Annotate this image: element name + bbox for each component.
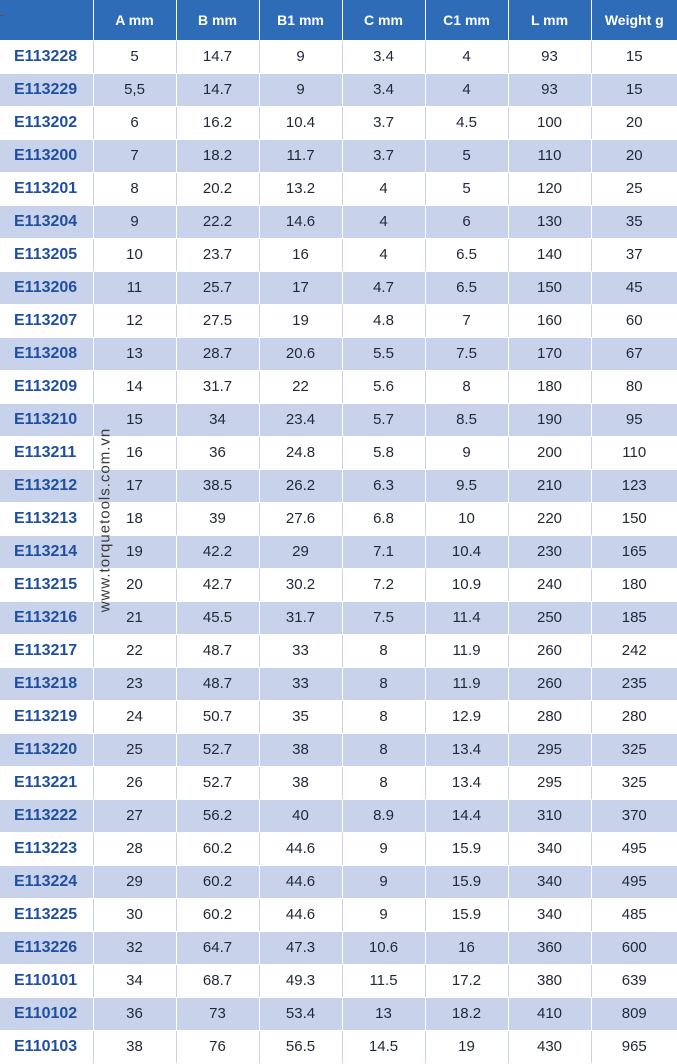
b1-mm-value: 17 xyxy=(259,271,342,304)
weight-g-value: 180 xyxy=(591,568,677,601)
c1-mm-value: 12.9 xyxy=(425,700,508,733)
table-row xyxy=(0,931,677,964)
product-code: E113207 xyxy=(0,304,93,337)
l-mm-value: 240 xyxy=(508,568,591,601)
l-mm-value: 260 xyxy=(508,634,591,667)
l-mm-value: 110 xyxy=(508,139,591,172)
c1-mm-value: 6.5 xyxy=(425,238,508,271)
table-row xyxy=(0,337,677,370)
c-mm-value: 3.7 xyxy=(342,106,425,139)
b1-mm-value: 19 xyxy=(259,304,342,337)
b-mm-value: 42.7 xyxy=(176,568,259,601)
l-mm-value: 380 xyxy=(508,964,591,997)
c-mm-value: 9 xyxy=(342,865,425,898)
b1-mm-value: 47.3 xyxy=(259,931,342,964)
c-mm-value: 4.8 xyxy=(342,304,425,337)
a-mm-value: 8 xyxy=(93,172,176,205)
b1-mm-value: 44.6 xyxy=(259,832,342,865)
weight-g-value: 809 xyxy=(591,997,677,1030)
product-code: E113223 xyxy=(0,832,93,865)
weight-g-value: 80 xyxy=(591,370,677,403)
b1-mm-value: 33 xyxy=(259,634,342,667)
product-code: E113222 xyxy=(0,799,93,832)
header-row xyxy=(0,0,677,40)
product-code: E113226 xyxy=(0,931,93,964)
c1-mm-value: 13.4 xyxy=(425,766,508,799)
weight-g-value: 235 xyxy=(591,667,677,700)
l-mm-value: 93 xyxy=(508,73,591,106)
b1-mm-value: 10.4 xyxy=(259,106,342,139)
product-code: E113205 xyxy=(0,238,93,271)
table-row xyxy=(0,106,677,139)
table-row xyxy=(0,535,677,568)
b-mm-value: 38.5 xyxy=(176,469,259,502)
product-code: E113202 xyxy=(0,106,93,139)
table-row xyxy=(0,634,677,667)
weight-g-value: 325 xyxy=(591,733,677,766)
c1-mm-value: 11.9 xyxy=(425,667,508,700)
product-code: E113214 xyxy=(0,535,93,568)
a-mm-value: 28 xyxy=(93,832,176,865)
l-mm-value: 160 xyxy=(508,304,591,337)
table-row xyxy=(0,766,677,799)
l-mm-value: 170 xyxy=(508,337,591,370)
b1-mm-value: 44.6 xyxy=(259,865,342,898)
table-row xyxy=(0,799,677,832)
product-code: E113213 xyxy=(0,502,93,535)
header-c-mm: C mm xyxy=(342,0,425,40)
c1-mm-value: 10.4 xyxy=(425,535,508,568)
c-mm-value: 14.5 xyxy=(342,1030,425,1063)
b-mm-value: 34 xyxy=(176,403,259,436)
l-mm-value: 230 xyxy=(508,535,591,568)
c1-mm-value: 6.5 xyxy=(425,271,508,304)
table-row xyxy=(0,568,677,601)
b-mm-value: 56.2 xyxy=(176,799,259,832)
a-mm-value: 22 xyxy=(93,634,176,667)
c1-mm-value: 15.9 xyxy=(425,865,508,898)
weight-g-value: 20 xyxy=(591,139,677,172)
a-mm-value: 6 xyxy=(93,106,176,139)
l-mm-value: 180 xyxy=(508,370,591,403)
c-mm-value: 5.5 xyxy=(342,337,425,370)
l-mm-value: 100 xyxy=(508,106,591,139)
table-row xyxy=(0,436,677,469)
c1-mm-value: 7 xyxy=(425,304,508,337)
c-mm-value: 11.5 xyxy=(342,964,425,997)
b-mm-value: 42.2 xyxy=(176,535,259,568)
header-l-mm: L mm xyxy=(508,0,591,40)
edge-mark xyxy=(0,15,4,16)
a-mm-value: 25 xyxy=(93,733,176,766)
a-mm-value: 9 xyxy=(93,205,176,238)
weight-g-value: 639 xyxy=(591,964,677,997)
product-code: E113215 xyxy=(0,568,93,601)
table-row xyxy=(0,502,677,535)
header-b-mm: B mm xyxy=(176,0,259,40)
l-mm-value: 130 xyxy=(508,205,591,238)
a-mm-value: 14 xyxy=(93,370,176,403)
b-mm-value: 39 xyxy=(176,502,259,535)
weight-g-value: 325 xyxy=(591,766,677,799)
b-mm-value: 48.7 xyxy=(176,667,259,700)
table-header xyxy=(0,0,677,40)
b-mm-value: 45.5 xyxy=(176,601,259,634)
weight-g-value: 123 xyxy=(591,469,677,502)
c-mm-value: 7.5 xyxy=(342,601,425,634)
b-mm-value: 68.7 xyxy=(176,964,259,997)
product-code: E113217 xyxy=(0,634,93,667)
b1-mm-value: 53.4 xyxy=(259,997,342,1030)
a-mm-value: 17 xyxy=(93,469,176,502)
c1-mm-value: 8 xyxy=(425,370,508,403)
a-mm-value: 23 xyxy=(93,667,176,700)
c-mm-value: 8 xyxy=(342,667,425,700)
l-mm-value: 360 xyxy=(508,931,591,964)
b1-mm-value: 31.7 xyxy=(259,601,342,634)
table-row xyxy=(0,172,677,205)
l-mm-value: 295 xyxy=(508,766,591,799)
c-mm-value: 8.9 xyxy=(342,799,425,832)
l-mm-value: 140 xyxy=(508,238,591,271)
a-mm-value: 34 xyxy=(93,964,176,997)
c-mm-value: 8 xyxy=(342,700,425,733)
product-code: E113224 xyxy=(0,865,93,898)
l-mm-value: 340 xyxy=(508,898,591,931)
product-code: E113206 xyxy=(0,271,93,304)
c-mm-value: 7.1 xyxy=(342,535,425,568)
a-mm-value: 11 xyxy=(93,271,176,304)
l-mm-value: 220 xyxy=(508,502,591,535)
table-row xyxy=(0,832,677,865)
l-mm-value: 150 xyxy=(508,271,591,304)
b-mm-value: 50.7 xyxy=(176,700,259,733)
product-code: E113200 xyxy=(0,139,93,172)
l-mm-value: 210 xyxy=(508,469,591,502)
product-code: E113219 xyxy=(0,700,93,733)
product-code: E113209 xyxy=(0,370,93,403)
c-mm-value: 8 xyxy=(342,634,425,667)
c-mm-value: 13 xyxy=(342,997,425,1030)
a-mm-value: 36 xyxy=(93,997,176,1030)
b1-mm-value: 9 xyxy=(259,40,342,73)
a-mm-value: 10 xyxy=(93,238,176,271)
table-row xyxy=(0,40,677,73)
table-row xyxy=(0,733,677,766)
b1-mm-value: 22 xyxy=(259,370,342,403)
weight-g-value: 67 xyxy=(591,337,677,370)
a-mm-value: 20 xyxy=(93,568,176,601)
c-mm-value: 7.2 xyxy=(342,568,425,601)
c-mm-value: 10.6 xyxy=(342,931,425,964)
b1-mm-value: 38 xyxy=(259,733,342,766)
c1-mm-value: 9 xyxy=(425,436,508,469)
table-row xyxy=(0,1030,677,1063)
b-mm-value: 60.2 xyxy=(176,865,259,898)
c-mm-value: 9 xyxy=(342,832,425,865)
c-mm-value: 6.3 xyxy=(342,469,425,502)
b-mm-value: 25.7 xyxy=(176,271,259,304)
a-mm-value: 32 xyxy=(93,931,176,964)
b-mm-value: 20.2 xyxy=(176,172,259,205)
table-row xyxy=(0,964,677,997)
weight-g-value: 95 xyxy=(591,403,677,436)
l-mm-value: 430 xyxy=(508,1030,591,1063)
l-mm-value: 260 xyxy=(508,667,591,700)
a-mm-value: 5,5 xyxy=(93,73,176,106)
b-mm-value: 14.7 xyxy=(176,40,259,73)
b-mm-value: 18.2 xyxy=(176,139,259,172)
c-mm-value: 5.8 xyxy=(342,436,425,469)
b-mm-value: 28.7 xyxy=(176,337,259,370)
product-code: E113228 xyxy=(0,40,93,73)
a-mm-value: 21 xyxy=(93,601,176,634)
c-mm-value: 3.7 xyxy=(342,139,425,172)
header-weight-g: Weight g xyxy=(591,0,677,40)
l-mm-value: 340 xyxy=(508,865,591,898)
c-mm-value: 5.7 xyxy=(342,403,425,436)
b1-mm-value: 38 xyxy=(259,766,342,799)
c1-mm-value: 15.9 xyxy=(425,898,508,931)
table-row xyxy=(0,898,677,931)
weight-g-value: 965 xyxy=(591,1030,677,1063)
product-code: E113220 xyxy=(0,733,93,766)
b-mm-value: 31.7 xyxy=(176,370,259,403)
b1-mm-value: 27.6 xyxy=(259,502,342,535)
weight-g-value: 280 xyxy=(591,700,677,733)
weight-g-value: 15 xyxy=(591,73,677,106)
b1-mm-value: 33 xyxy=(259,667,342,700)
c1-mm-value: 10.9 xyxy=(425,568,508,601)
a-mm-value: 19 xyxy=(93,535,176,568)
product-code: E113208 xyxy=(0,337,93,370)
weight-g-value: 242 xyxy=(591,634,677,667)
l-mm-value: 280 xyxy=(508,700,591,733)
c1-mm-value: 10 xyxy=(425,502,508,535)
b1-mm-value: 23.4 xyxy=(259,403,342,436)
table-row xyxy=(0,370,677,403)
table-row xyxy=(0,667,677,700)
header-b1-mm: B1 mm xyxy=(259,0,342,40)
table-row xyxy=(0,469,677,502)
product-code: E113211 xyxy=(0,436,93,469)
b-mm-value: 22.2 xyxy=(176,205,259,238)
product-code: E113212 xyxy=(0,469,93,502)
l-mm-value: 200 xyxy=(508,436,591,469)
product-code: E113201 xyxy=(0,172,93,205)
c-mm-value: 4.7 xyxy=(342,271,425,304)
c-mm-value: 8 xyxy=(342,766,425,799)
c1-mm-value: 5 xyxy=(425,139,508,172)
watermark-text: www.torquetools.com.vn xyxy=(96,427,114,613)
table-row xyxy=(0,865,677,898)
b-mm-value: 23.7 xyxy=(176,238,259,271)
l-mm-value: 120 xyxy=(508,172,591,205)
a-mm-value: 5 xyxy=(93,40,176,73)
c-mm-value: 9 xyxy=(342,898,425,931)
c1-mm-value: 4 xyxy=(425,40,508,73)
c1-mm-value: 7.5 xyxy=(425,337,508,370)
b1-mm-value: 35 xyxy=(259,700,342,733)
table-row xyxy=(0,139,677,172)
product-code: E113229 xyxy=(0,73,93,106)
c-mm-value: 4 xyxy=(342,238,425,271)
c1-mm-value: 13.4 xyxy=(425,733,508,766)
weight-g-value: 25 xyxy=(591,172,677,205)
product-code: E113210 xyxy=(0,403,93,436)
table-row xyxy=(0,271,677,304)
b-mm-value: 64.7 xyxy=(176,931,259,964)
b1-mm-value: 14.6 xyxy=(259,205,342,238)
b1-mm-value: 56.5 xyxy=(259,1030,342,1063)
b-mm-value: 48.7 xyxy=(176,634,259,667)
b1-mm-value: 13.2 xyxy=(259,172,342,205)
c1-mm-value: 8.5 xyxy=(425,403,508,436)
l-mm-value: 410 xyxy=(508,997,591,1030)
product-code: E110102 xyxy=(0,997,93,1030)
b-mm-value: 60.2 xyxy=(176,898,259,931)
weight-g-value: 185 xyxy=(591,601,677,634)
l-mm-value: 340 xyxy=(508,832,591,865)
a-mm-value: 18 xyxy=(93,502,176,535)
weight-g-value: 600 xyxy=(591,931,677,964)
b1-mm-value: 11.7 xyxy=(259,139,342,172)
b1-mm-value: 20.6 xyxy=(259,337,342,370)
weight-g-value: 495 xyxy=(591,865,677,898)
c1-mm-value: 11.9 xyxy=(425,634,508,667)
b1-mm-value: 24.8 xyxy=(259,436,342,469)
b-mm-value: 52.7 xyxy=(176,733,259,766)
corner-cell xyxy=(0,0,93,40)
b-mm-value: 16.2 xyxy=(176,106,259,139)
c-mm-value: 8 xyxy=(342,733,425,766)
a-mm-value: 7 xyxy=(93,139,176,172)
l-mm-value: 310 xyxy=(508,799,591,832)
b-mm-value: 14.7 xyxy=(176,73,259,106)
weight-g-value: 35 xyxy=(591,205,677,238)
a-mm-value: 12 xyxy=(93,304,176,337)
b-mm-value: 27.5 xyxy=(176,304,259,337)
header-c1-mm: C1 mm xyxy=(425,0,508,40)
table-row xyxy=(0,304,677,337)
weight-g-value: 60 xyxy=(591,304,677,337)
table-row xyxy=(0,238,677,271)
b1-mm-value: 40 xyxy=(259,799,342,832)
table-row xyxy=(0,997,677,1030)
l-mm-value: 93 xyxy=(508,40,591,73)
c1-mm-value: 16 xyxy=(425,931,508,964)
weight-g-value: 370 xyxy=(591,799,677,832)
l-mm-value: 250 xyxy=(508,601,591,634)
header-a-mm: A mm xyxy=(93,0,176,40)
c1-mm-value: 4.5 xyxy=(425,106,508,139)
a-mm-value: 38 xyxy=(93,1030,176,1063)
product-code: E110103 xyxy=(0,1030,93,1063)
weight-g-value: 45 xyxy=(591,271,677,304)
product-code: E113225 xyxy=(0,898,93,931)
b1-mm-value: 26.2 xyxy=(259,469,342,502)
b-mm-value: 73 xyxy=(176,997,259,1030)
b1-mm-value: 9 xyxy=(259,73,342,106)
c1-mm-value: 19 xyxy=(425,1030,508,1063)
c-mm-value: 4 xyxy=(342,172,425,205)
table-row xyxy=(0,73,677,106)
b1-mm-value: 16 xyxy=(259,238,342,271)
weight-g-value: 37 xyxy=(591,238,677,271)
c-mm-value: 3.4 xyxy=(342,40,425,73)
a-mm-value: 30 xyxy=(93,898,176,931)
c1-mm-value: 11.4 xyxy=(425,601,508,634)
weight-g-value: 485 xyxy=(591,898,677,931)
product-code: E113204 xyxy=(0,205,93,238)
table-row xyxy=(0,403,677,436)
weight-g-value: 150 xyxy=(591,502,677,535)
a-mm-value: 16 xyxy=(93,436,176,469)
c-mm-value: 6.8 xyxy=(342,502,425,535)
a-mm-value: 24 xyxy=(93,700,176,733)
b1-mm-value: 49.3 xyxy=(259,964,342,997)
l-mm-value: 190 xyxy=(508,403,591,436)
weight-g-value: 495 xyxy=(591,832,677,865)
b-mm-value: 60.2 xyxy=(176,832,259,865)
c1-mm-value: 15.9 xyxy=(425,832,508,865)
c1-mm-value: 14.4 xyxy=(425,799,508,832)
a-mm-value: 15 xyxy=(93,403,176,436)
table-body xyxy=(0,40,677,1063)
c1-mm-value: 9.5 xyxy=(425,469,508,502)
a-mm-value: 13 xyxy=(93,337,176,370)
a-mm-value: 29 xyxy=(93,865,176,898)
b-mm-value: 52.7 xyxy=(176,766,259,799)
product-code: E113216 xyxy=(0,601,93,634)
product-code: E113221 xyxy=(0,766,93,799)
a-mm-value: 26 xyxy=(93,766,176,799)
c1-mm-value: 17.2 xyxy=(425,964,508,997)
weight-g-value: 165 xyxy=(591,535,677,568)
a-mm-value: 27 xyxy=(93,799,176,832)
table-row xyxy=(0,205,677,238)
weight-g-value: 110 xyxy=(591,436,677,469)
c-mm-value: 4 xyxy=(342,205,425,238)
product-code: E110101 xyxy=(0,964,93,997)
weight-g-value: 15 xyxy=(591,40,677,73)
c-mm-value: 5.6 xyxy=(342,370,425,403)
c1-mm-value: 6 xyxy=(425,205,508,238)
b1-mm-value: 29 xyxy=(259,535,342,568)
c1-mm-value: 18.2 xyxy=(425,997,508,1030)
table-row xyxy=(0,700,677,733)
product-code: E113218 xyxy=(0,667,93,700)
c-mm-value: 3.4 xyxy=(342,73,425,106)
weight-g-value: 20 xyxy=(591,106,677,139)
l-mm-value: 295 xyxy=(508,733,591,766)
b1-mm-value: 44.6 xyxy=(259,898,342,931)
c1-mm-value: 5 xyxy=(425,172,508,205)
b-mm-value: 76 xyxy=(176,1030,259,1063)
table-row xyxy=(0,601,677,634)
b1-mm-value: 30.2 xyxy=(259,568,342,601)
b-mm-value: 36 xyxy=(176,436,259,469)
c1-mm-value: 4 xyxy=(425,73,508,106)
